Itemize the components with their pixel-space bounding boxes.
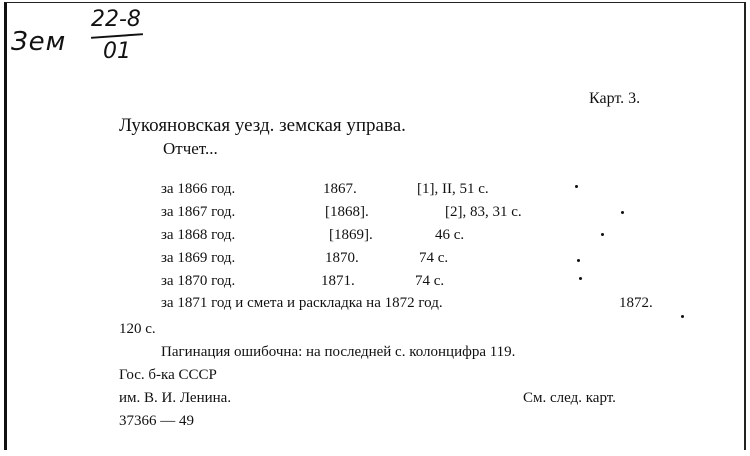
entry-detail: 74 с. bbox=[419, 250, 449, 266]
entry-year: [1868]. bbox=[325, 204, 369, 220]
see-next-card: См. след. карт. bbox=[523, 390, 616, 406]
entry-detail: 46 с. bbox=[435, 227, 465, 243]
entry-year: [1869]. bbox=[329, 227, 373, 243]
entry-for: за 1867 год. bbox=[161, 204, 236, 220]
entry-1871-pages: 120 с. bbox=[119, 321, 156, 337]
speck bbox=[575, 185, 578, 188]
handwritten-denominator: 01 bbox=[103, 39, 131, 64]
card-subtitle: Отчет... bbox=[163, 139, 218, 158]
entry-year: 1871. bbox=[321, 273, 355, 289]
handwritten-numerator: 22-8 bbox=[91, 7, 141, 32]
entry-year: 1870. bbox=[325, 250, 359, 266]
speck bbox=[577, 259, 580, 262]
library-line-2: им. В. И. Ленина. bbox=[119, 390, 232, 406]
card-title: Лукояновская уезд. земская управа. bbox=[119, 115, 406, 136]
entry-detail: [1], II, 51 с. bbox=[417, 181, 489, 197]
handwritten-fraction-bar bbox=[91, 33, 143, 39]
entry-for: за 1870 год. bbox=[161, 273, 236, 289]
handwritten-prefix: Зем bbox=[11, 27, 67, 57]
library-line-1: Гос. б-ка СССР bbox=[119, 367, 217, 383]
entry-for: за 1866 год. bbox=[161, 181, 236, 197]
card-number: Карт. 3. bbox=[589, 90, 641, 107]
catalog-card bbox=[4, 2, 746, 450]
speck bbox=[681, 315, 684, 318]
entry-detail: [2], 83, 31 с. bbox=[445, 204, 522, 220]
entry-for: за 1868 год. bbox=[161, 227, 236, 243]
entry-for: за 1869 год. bbox=[161, 250, 236, 266]
speck bbox=[621, 211, 624, 214]
speck bbox=[601, 233, 604, 236]
entry-1871-year: 1872. bbox=[619, 295, 653, 311]
speck bbox=[579, 277, 582, 280]
entry-year: 1867. bbox=[323, 181, 357, 197]
entry-1871-text: за 1871 год и смета и раскладка на 1872 год. bbox=[161, 295, 443, 311]
library-code: 37366 — 49 bbox=[119, 413, 194, 429]
entry-detail: 74 с. bbox=[415, 273, 445, 289]
pagination-note: Пагинация ошибочна: на последней с. колонцифра 119. bbox=[161, 344, 516, 360]
